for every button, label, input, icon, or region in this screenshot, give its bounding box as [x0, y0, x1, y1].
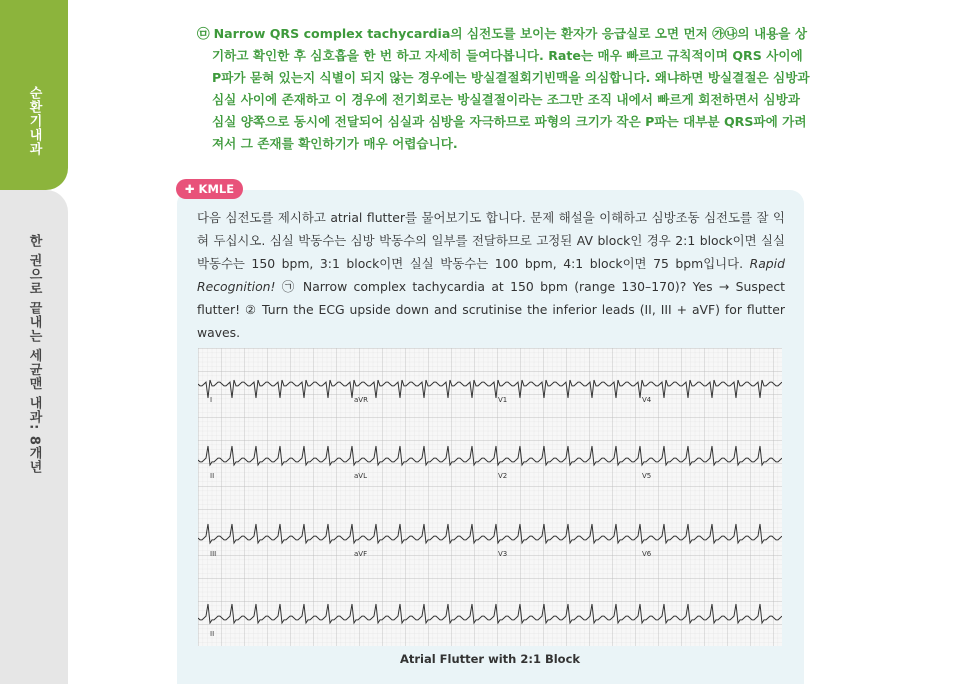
- paragraph-text: Narrow QRS complex tachycardia의 심전도를 보이는 환자가 응급실로 오면 먼저 ㉮㉯의 내용을 상기하고 확인한 후 심호흡을 한 번 하고 자세히 들여다봅니다. Rate는 매우 빠르고 규칙적이며 QRS 사이에 P파가 묻혀 있는지 식별이 되지 않는 경우에는 방실결절회기빈맥을 의심합니다. 왜냐하면 방실결절은 심방과 심실 사이에 존재하고 이 경우에 전기회로는 방실결절이라는 조그만 조직 내에서 빠르게 회전하면서 심방과 심실 양쪽으로 동시에 전달되어 심실과 심방을 자극하므로 파형의 크기가 작은 P파는 대부분 QRS파에 가려져서 그 존재를 확인하기가 매우 어렵습니다.: [212, 26, 810, 151]
- chapter-tab[interactable]: [0, 0, 68, 190]
- kmle-point-1: ㉠ Narrow complex tachycardia at 150 bpm (range 130–170)? Yes → Suspect flutter!: [197, 279, 785, 317]
- ecg-lead-label: aVL: [354, 472, 367, 480]
- ecg-lead-label: V1: [498, 396, 508, 404]
- green-paragraph: [197, 23, 812, 155]
- book-title-strip: [0, 190, 68, 684]
- book-title: 한 권으로 끝내는 세균맨 내과: 8개년: [26, 234, 42, 474]
- ecg-lead-label: V6: [642, 550, 652, 558]
- ecg-lead-label: V2: [498, 472, 508, 480]
- kmle-point-2: ② Turn the ECG upside down and scrutinise the inferior leads (II, III + aVF) for flutter waves.: [197, 302, 785, 340]
- ecg-lead-label: aVF: [354, 550, 368, 558]
- ecg-lead-label: V3: [498, 550, 508, 558]
- ecg-lead-label: aVR: [354, 396, 368, 404]
- ecg-lead-label: III: [210, 550, 217, 558]
- ecg-lead-label: II: [210, 472, 215, 480]
- ecg-strip: [198, 348, 782, 646]
- ecg-lead-label: V5: [642, 472, 652, 480]
- kmle-badge: ✚ KMLE: [176, 179, 243, 199]
- ecg-caption: Atrial Flutter with 2:1 Block: [399, 652, 581, 666]
- ecg-lead-label: I: [210, 396, 213, 404]
- chapter-tab-label: 순환기내과: [26, 86, 42, 156]
- kmle-text: [197, 206, 785, 344]
- ecg-lead-label: V4: [642, 396, 652, 404]
- kmle-text-main: 다음 심전도를 제시하고 atrial flutter를 물어보기도 합니다. 문제 해설을 이해하고 심방조동 심전도를 잘 익혀 두십시오. 심실 박동수는 심방 박동수의 일부를 전달하므로 고정된 AV block인 경우 2:1 block이면 실실 박동수는 150 bpm, 3:1 block이면 실실 박동수는 100 bpm, 4:1 block이면 75 bpm입니다.: [197, 210, 785, 271]
- ecg-lead-label: II: [210, 630, 215, 638]
- kmle-text-italic: Rapid Recognition!: [197, 256, 785, 294]
- paragraph-marker: ㉤: [197, 26, 210, 41]
